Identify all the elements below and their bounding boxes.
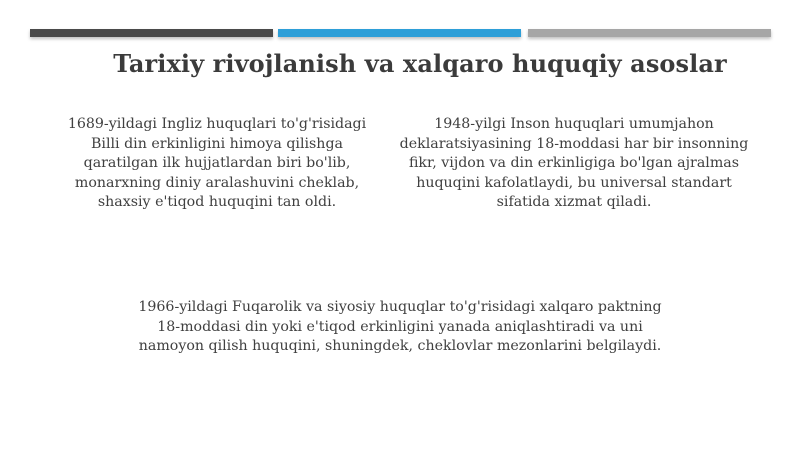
- accent-bar-gray: [528, 29, 771, 37]
- accent-bar-dark: [30, 29, 273, 37]
- paragraph-iccpr-1966: 1966-yildagi Fuqarolik va siyosiy huquqlar to'g'risidagi xalqaro paktning 18-moddasi din yoki e'tiqod erkinligini yanada aniqlashtiradi va uni namoyon qilish huquqini, shuningdek, cheklovlar mezonlarini belgilaydi.: [138, 299, 662, 355]
- paragraph-bill-of-rights-1689: 1689-yildagi Ingliz huquqlari to'g'risidagi Billi din erkinligini himoya qilishga qaratilgan ilk hujjatlardan biri bo'lib, monarxning diniy aralashuvini cheklab, shaxsiy e'tiqod huquqini tan oldi.: [67, 116, 367, 211]
- accent-bar-blue: [278, 29, 521, 37]
- slide-title: Tarixiy rivojlanish va xalqaro huquqiy asoslar: [113, 49, 727, 78]
- paragraph-udhr-1948: 1948-yilgi Inson huquqlari umumjahon deklaratsiyasining 18-moddasi har bir insonning fikr, vijdon va din erkinligiga bo'lgan ajralmas huquqini kafolatlaydi, bu universal standart sifatida xizmat qiladi.: [399, 116, 749, 211]
